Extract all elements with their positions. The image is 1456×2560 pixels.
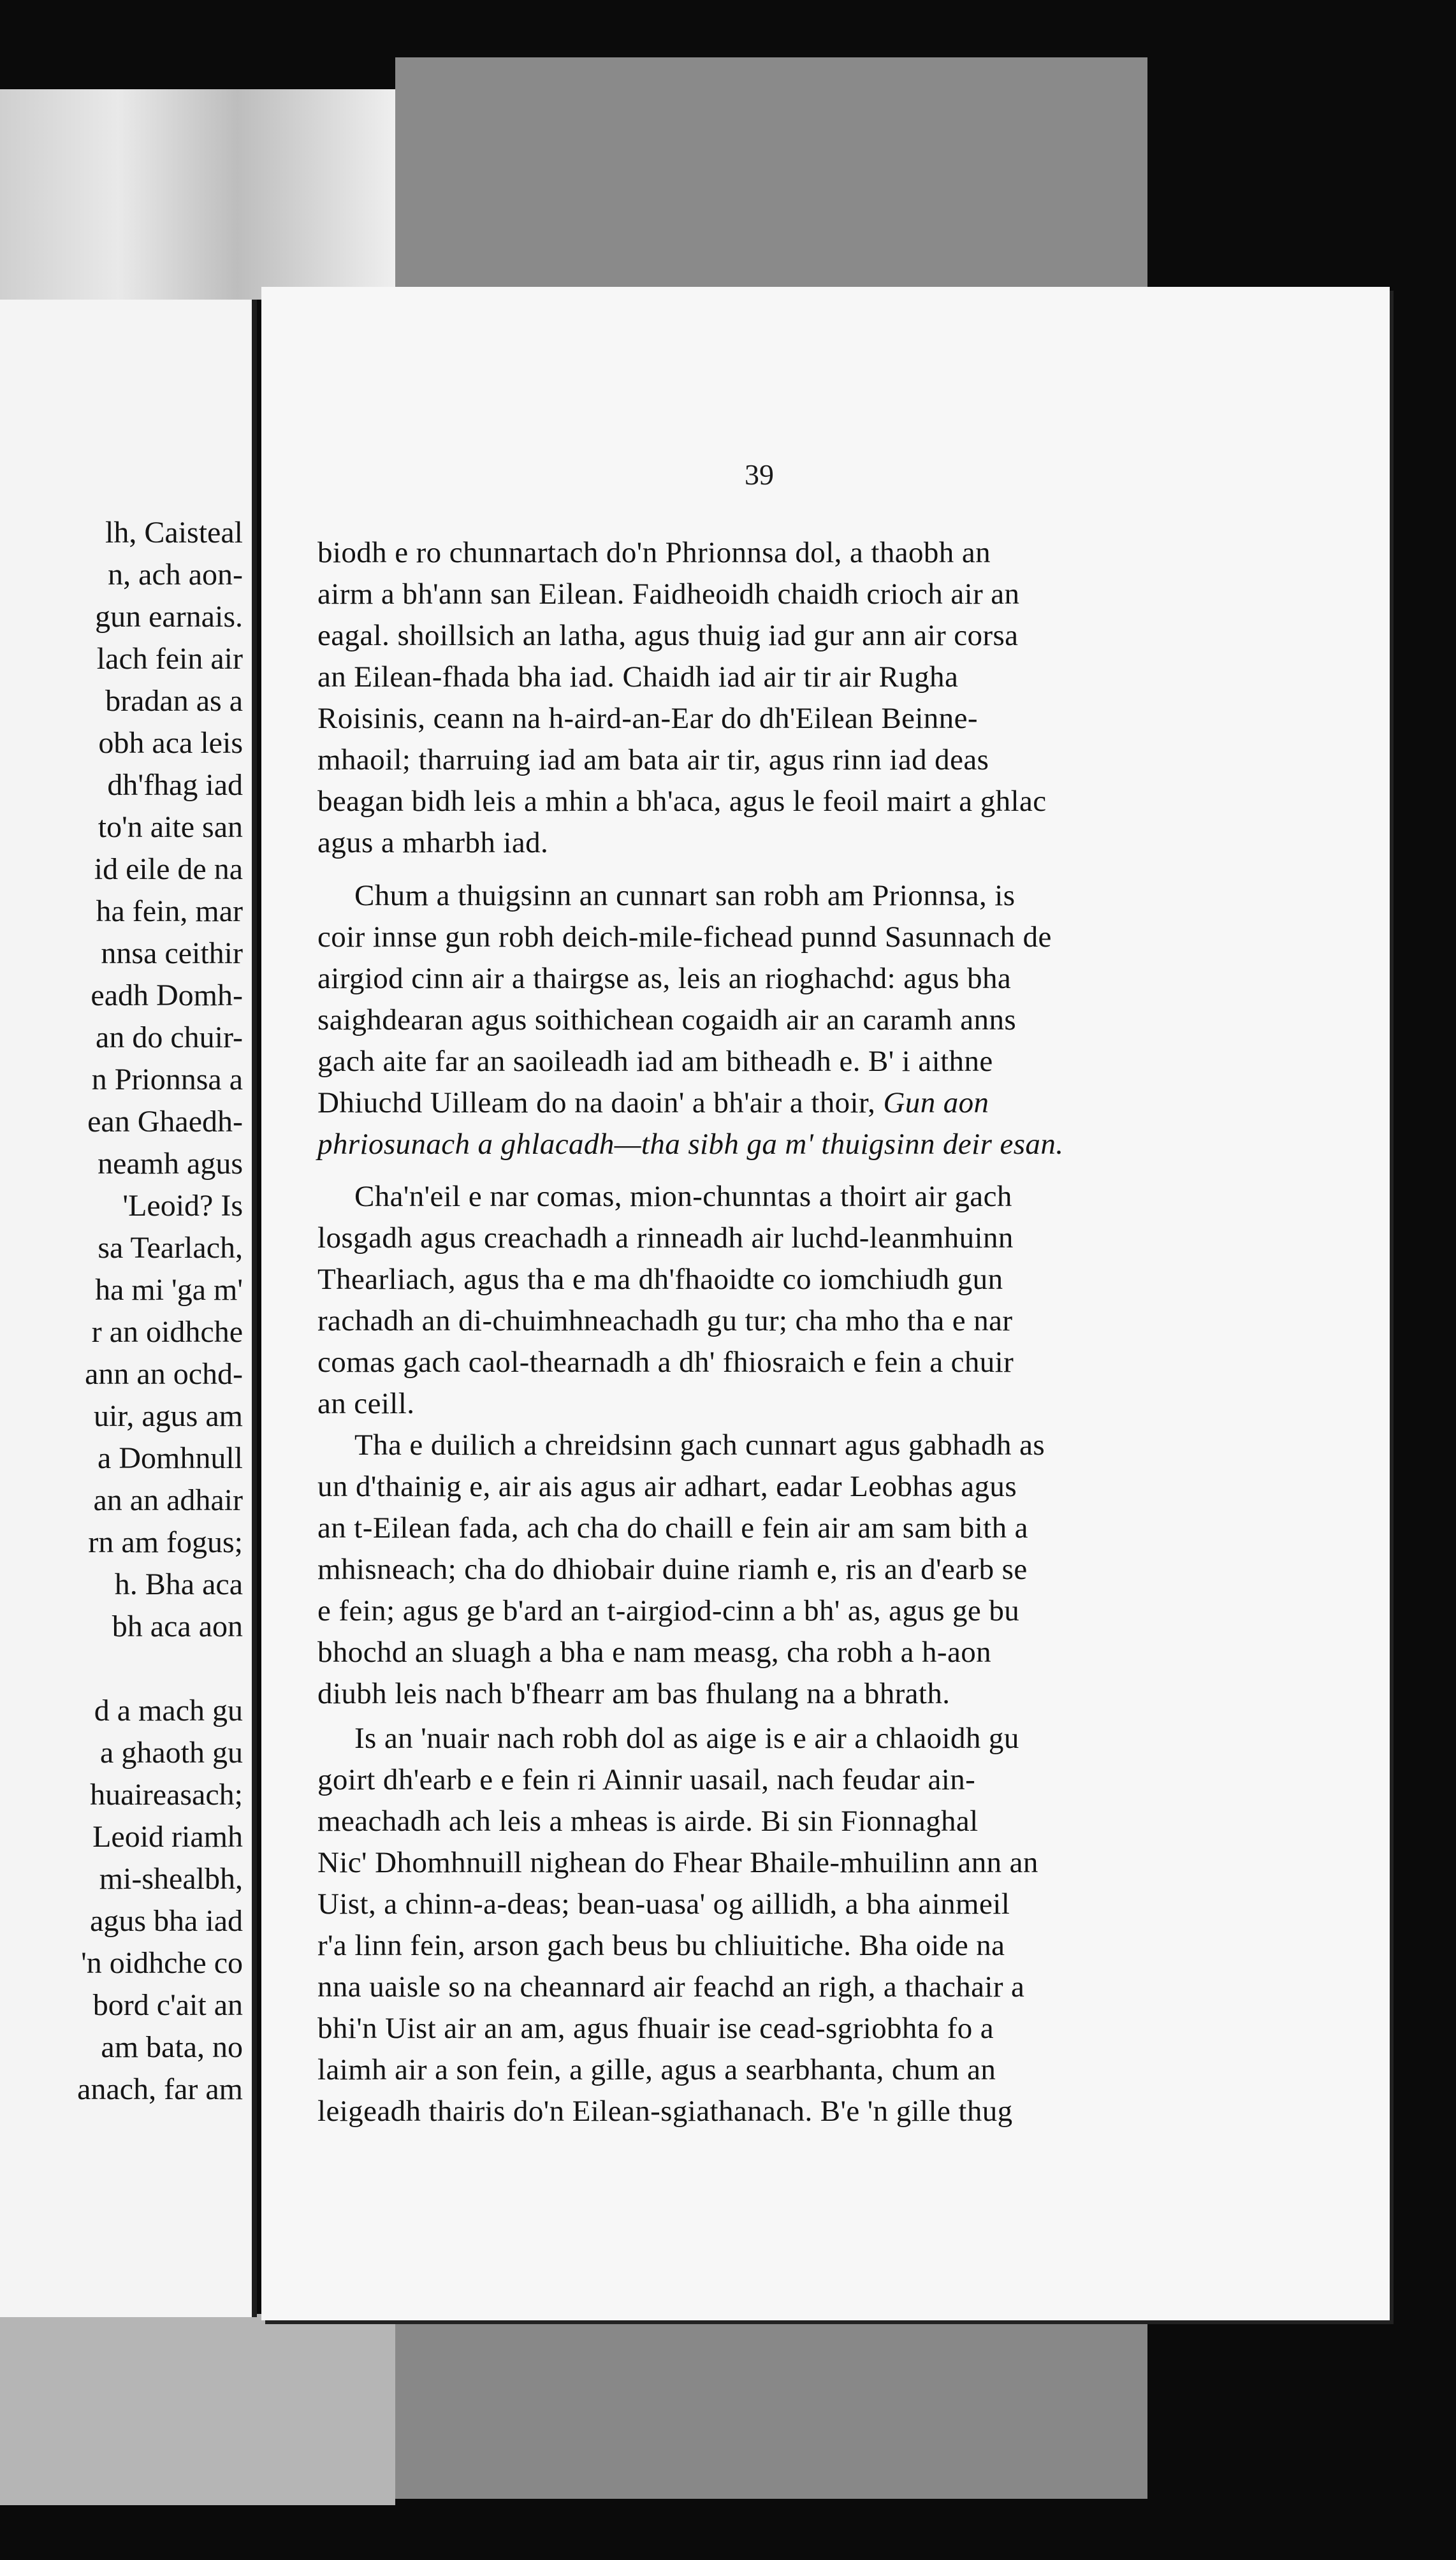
text-line-content: an ceill.	[317, 1387, 415, 1420]
text-line-content: saighdearan agus soithichean cogaidh air an caramh anns	[317, 1003, 1017, 1036]
text-line-content: diubh leis nach b'fhearr am bas fhulang na a bhrath.	[317, 1677, 950, 1710]
text-line	[354, 1428, 1247, 1462]
text-line	[317, 1127, 1210, 1161]
text-line-content: Chum a thuigsinn an cunnart san robh am Prionnsa, is	[354, 879, 1016, 912]
text-line-content: Uist, a chinn-a-deas; bean-uasa' og aillidh, a bha ainmeil	[317, 1887, 1010, 1921]
left-page-line: 'Leoid? Is	[122, 1189, 243, 1223]
text-line	[317, 1763, 1210, 1797]
text-line	[317, 1594, 1210, 1628]
text-line-content: e fein; agus ge b'ard an t-airgiod-cinn a bh' as, agus ge bu	[317, 1594, 1020, 1627]
left-page-line: anach, far am	[77, 2072, 243, 2106]
text-line	[317, 618, 1210, 653]
text-line	[317, 1635, 1210, 1669]
text-line-content: Dhiuchd Uilleam do na daoin' a bh'air a thoir,	[317, 1086, 876, 1119]
text-line	[317, 743, 1210, 777]
left-page-line: mi-shealbh,	[99, 1862, 243, 1896]
text-line	[317, 660, 1210, 694]
left-page-line: ha mi 'ga m'	[95, 1273, 243, 1307]
text-line	[317, 2011, 1210, 2046]
left-page-line: rn am fogus;	[88, 1525, 243, 1559]
text-line	[317, 1804, 1210, 1838]
left-page-line: h. Bha aca	[114, 1567, 243, 1601]
left-page-line: neamh agus	[98, 1147, 243, 1181]
text-line-content: eagal. shoillsich an latha, agus thuig iad gur ann air corsa	[317, 619, 1019, 652]
left-page-line: nnsa ceithir	[101, 936, 243, 970]
text-line-content: an t-Eilean fada, ach cha do chaill e fein air am sam bith a	[317, 1511, 1028, 1545]
text-line-content: mhaoil; tharruing iad am bata air tir, agus rinn iad deas	[317, 743, 989, 776]
text-line	[317, 1676, 1210, 1711]
left-page-line: dh'fhag iad	[107, 768, 243, 802]
text-line	[317, 920, 1210, 954]
text-line-content: airgiod cinn air a thairgse as, leis an rioghachd: agus bha	[317, 962, 1012, 995]
text-line	[317, 2094, 1210, 2128]
text-line	[317, 1345, 1210, 1379]
left-page-line: a ghaoth gu	[100, 1736, 243, 1770]
text-line	[317, 1003, 1210, 1037]
text-line-content: Tha e duilich a chreidsinn gach cunnart agus gabhadh as	[354, 1429, 1045, 1462]
text-line-content: bhi'n Uist air an am, agus fhuair ise cead-sgriobhta fo a	[317, 2012, 994, 2045]
left-page-line: ha fein, mar	[96, 894, 243, 928]
text-line	[317, 1845, 1210, 1880]
left-page-line: d a mach gu	[94, 1694, 243, 1727]
left-page-line: agus bha iad	[90, 1904, 243, 1938]
background-top-strip	[395, 57, 1147, 287]
left-page-line: id eile de na	[94, 852, 243, 886]
text-line-content: goirt dh'earb e e fein ri Ainnir uasail, nach feudar ain-	[317, 1763, 976, 1796]
text-line-content: Thearliach, agus tha e ma dh'fhaoidte co iomchiudh gun	[317, 1263, 1003, 1296]
italic-quote: Gun aon	[883, 1086, 989, 1119]
left-page-line: bh aca aon	[112, 1610, 243, 1643]
text-line-content: nna uaisle so na cheannard air feachd an righ, a thachair a	[317, 1970, 1025, 2004]
text-line	[354, 878, 1247, 913]
text-line	[317, 1511, 1210, 1545]
text-line-content: rachadh an di-chuimhneachadh gu tur; cha mho tha e nar	[317, 1304, 1013, 1337]
text-line-content: bhochd an sluagh a bha e nam measg, cha robh a h-aon	[317, 1636, 992, 1669]
text-line-content: beagan bidh leis a mhin a bh'aca, agus le feoil mairt a ghlac	[317, 785, 1047, 818]
left-page-line: sa Tearlach,	[98, 1231, 243, 1265]
text-line-content: Nic' Dhomhnuill nighean do Fhear Bhaile-mhuilinn ann an	[317, 1846, 1038, 1879]
text-line-content: Is an 'nuair nach robh dol as aige is e air a chlaoidh gu	[354, 1722, 1019, 1755]
text-line-content: agus a mharbh iad.	[317, 826, 549, 859]
left-page-line: lach fein air	[96, 642, 243, 676]
text-line-content: comas gach caol-thearnadh a dh' fhiosraich e fein a chuir	[317, 1346, 1014, 1379]
left-page-line: n Prionnsa a	[91, 1063, 243, 1096]
page-number: 39	[745, 458, 774, 491]
italic-quote: phriosunach a ghlacadh—tha sibh ga m' thuigsinn deir esan.	[317, 1128, 1064, 1161]
left-page-line: an do chuir-	[96, 1021, 243, 1054]
left-page-line: an an adhair	[93, 1483, 243, 1517]
text-line	[317, 1044, 1210, 1079]
text-line	[317, 701, 1210, 736]
left-page-line: Leoid riamh	[92, 1820, 243, 1854]
text-line	[317, 1086, 1210, 1120]
text-line-content: meachadh ach leis a mheas is airde. Bi sin Fionnaghal	[317, 1805, 979, 1838]
text-line	[317, 535, 1210, 570]
book-spine	[0, 89, 395, 300]
left-page-line: eadh Domh-	[91, 978, 243, 1012]
left-page-line: gun earnais.	[95, 600, 243, 634]
text-line	[317, 1221, 1210, 1255]
text-line-content: biodh e ro chunnartach do'n Phrionnsa dol, a thaobh an	[317, 536, 991, 569]
left-page-line: r an oidhche	[91, 1315, 243, 1349]
text-line-content: gach aite far an saoileadh iad am bitheadh e. B' i aithne	[317, 1045, 993, 1078]
text-line	[317, 1386, 1210, 1421]
left-page-line: ann an ochd-	[85, 1357, 243, 1391]
text-line-content: airm a bh'ann san Eilean. Faidheoidh chaidh crioch air an	[317, 578, 1020, 611]
text-line	[317, 1928, 1210, 1963]
left-page-line: 'n oidhche co	[81, 1946, 243, 1980]
text-line	[317, 1304, 1210, 1338]
left-page-line: n, ach aon-	[108, 558, 243, 592]
background-left-bottom	[0, 2314, 395, 2505]
text-line-content: mhisneach; cha do dhiobair duine riamh e, ris an d'earb se	[317, 1553, 1028, 1586]
text-line	[317, 825, 1210, 860]
text-line-content: laimh air a son fein, a gille, agus a searbhanta, chum an	[317, 2053, 996, 2086]
text-line	[317, 1262, 1210, 1297]
left-page-line: lh, Caisteal	[105, 516, 243, 549]
text-line	[317, 961, 1210, 996]
text-line-content: leigeadh thairis do'n Eilean-sgiathanach. B'e 'n gille thug	[317, 2095, 1013, 2128]
left-page-line: a Domhnull	[98, 1441, 243, 1475]
text-line-content: un d'thainig e, air ais agus air adhart, eadar Leobhas agus	[317, 1470, 1017, 1503]
text-line	[317, 2053, 1210, 2087]
text-line	[354, 1179, 1247, 1214]
left-page-line: to'n aite san	[98, 810, 243, 844]
left-page-line: uir, agus am	[93, 1399, 243, 1433]
text-line-content: Roisinis, ceann na h-aird-an-Ear do dh'Eilean Beinne-	[317, 702, 978, 735]
text-line	[354, 1721, 1247, 1756]
text-line-content: r'a linn fein, arson gach beus bu chliuitiche. Bha oide na	[317, 1929, 1005, 1962]
text-line	[317, 1552, 1210, 1587]
left-page-line: huaireasach;	[90, 1778, 243, 1812]
text-line	[317, 784, 1210, 818]
left-page-line: obh aca leis	[98, 726, 243, 760]
left-page-line: ean Ghaedh-	[87, 1105, 243, 1138]
text-line-content: coir innse gun robh deich-mile-fichead punnd Sasunnach de	[317, 920, 1052, 954]
left-page-line: bord c'ait an	[92, 1988, 243, 2022]
text-line-content: an Eilean-fhada bha iad. Chaidh iad air tir air Rugha	[317, 660, 959, 694]
text-line	[317, 1970, 1210, 2004]
left-page-line: am bata, no	[101, 2030, 243, 2064]
left-page	[0, 300, 257, 2317]
left-page-line: bradan as a	[105, 684, 243, 718]
background-bottom-strip	[395, 2308, 1147, 2499]
text-line	[317, 1887, 1210, 1921]
text-line-content: losgadh agus creachadh a rinneadh air luchd-leanmhuinn	[317, 1221, 1014, 1255]
text-line-content: Cha'n'eil e nar comas, mion-chunntas a thoirt air gach	[354, 1180, 1012, 1213]
text-line	[317, 577, 1210, 611]
text-line	[317, 1469, 1210, 1504]
